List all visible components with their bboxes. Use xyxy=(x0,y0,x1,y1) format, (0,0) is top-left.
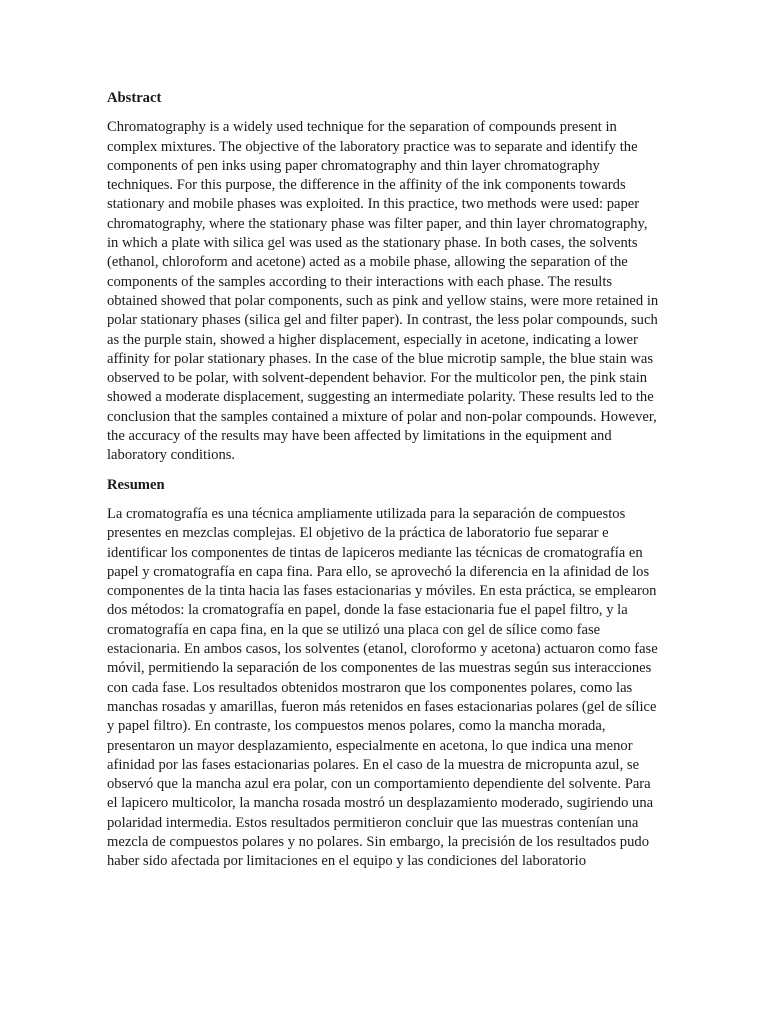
abstract-heading: Abstract xyxy=(107,90,162,106)
resumen-paragraph: La cromatografía es una técnica ampliamente utilizada para la separación de compuestos presentes en mezclas complejas. El objetivo de la práctica de laboratorio fue separar e identificar los componentes de tintas de lapiceros mediante las técnicas de cromatografía en papel y cromatografía en capa fina. Para ello, se aprovechó la diferencia en la afinidad de los componentes de la tinta hacia las fases estacionarias y móviles. En esta práctica, se emplearon dos métodos: la cromatografía en papel, donde la fase estacionaria fue el papel filtro, y la cromatografía en capa fina, en la que se utilizó una placa con gel de sílice como fase estacionaria. En ambos casos, los solventes (etanol, cloroformo y acetona) actuaron como fase móvil, permitiendo la separación de los componentes de las muestras según sus interacciones con cada fase. Los resultados obtenidos mostraron que los componentes polares, como las manchas rosadas y amarillas, fueron más retenidos en fases estacionarias polares (gel de sílice y papel filtro). En contraste, los compuestos menos polares, como la mancha morada, presentaron un mayor desplazamiento, especialmente en acetona, lo que indica una menor afinidad por las fases estacionarias polares. En el caso de la muestra de micropunta azul, se observó que la mancha azul era polar, con un comportamiento dependiente del solvente. Para el lapicero multicolor, la mancha rosada mostró un desplazamiento moderado, sugiriendo una polaridad intermedia. Estos resultados permitieron concluir que las muestras contenían una mezcla de compuestos polares y no polares. Sin embargo, la precisión de los resultados pudo haber sido afectada por limitaciones en el equipo y las condiciones del laboratorio xyxy=(107,505,658,870)
document-page xyxy=(107,89,662,882)
abstract-paragraph: Chromatography is a widely used technique for the separation of compounds present in complex mixtures. The objective of the laboratory practice was to separate and identify the components of pen inks using paper chromatography and thin layer chromatography techniques. For this purpose, the difference in the affinity of the ink components towards stationary and mobile phases was exploited. In this practice, two methods were used: paper chromatography, where the stationary phase was filter paper, and thin layer chromatography, in which a plate with silica gel was used as the stationary phase. In both cases, the solvents (ethanol, chloroform and acetone) acted as a mobile phase, allowing the separation of the components of the samples according to their interactions with each phase. The results obtained showed that polar components, such as pink and yellow stains, were more retained in polar stationary phases (silica gel and filter paper). In contrast, the less polar compounds, such as the purple stain, showed a higher displacement, especially in acetone, indicating a lower affinity for polar stationary phases. In the case of the blue microtip sample, the blue stain was observed to be polar, with solvent-dependent behavior. For the multicolor pen, the pink stain showed a moderate displacement, suggesting an intermediate polarity. These results led to the conclusion that the samples contained a mixture of polar and non-polar compounds. However, the accuracy of the results may have been affected by limitations in the equipment and laboratory conditions. xyxy=(107,119,659,464)
resumen-heading: Resumen xyxy=(107,476,165,493)
